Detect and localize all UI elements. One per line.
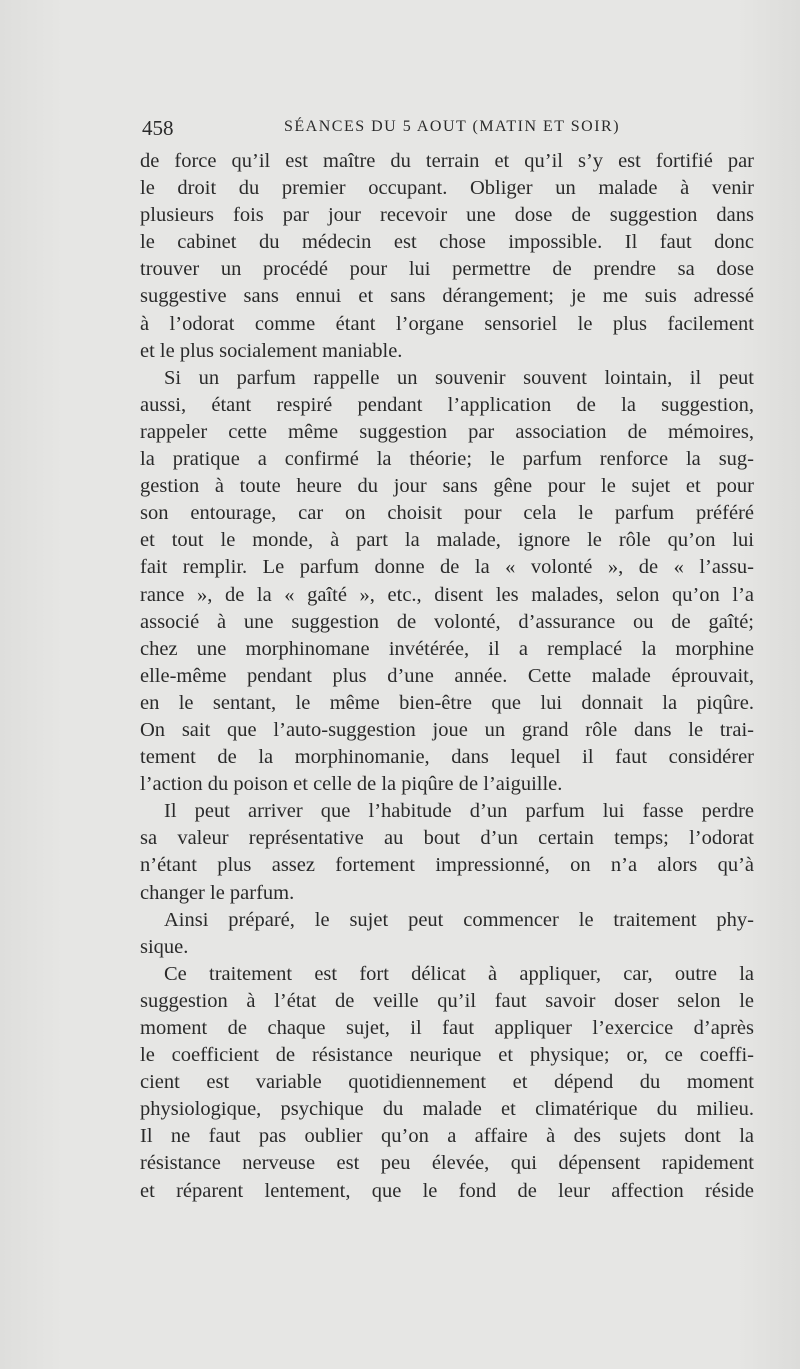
text-line: sique. xyxy=(140,935,189,958)
text-line: l’action du poison et celle de la piqûre de l’aiguille. xyxy=(140,773,563,796)
text-line: chez une morphinomane invétérée, il a remplacé la morphine xyxy=(140,637,754,660)
text-line: et réparent lentement, que le fond de leur affection réside xyxy=(140,1179,754,1202)
text-line: trouver un procédé pour lui permettre de prendre sa dose xyxy=(140,258,754,281)
page-header xyxy=(142,116,754,146)
text-line: rance », de la « gaîté », etc., disent les malades, selon qu’on l’a xyxy=(140,583,754,606)
text-line: aussi, étant respiré pendant l’application de la suggestion, xyxy=(140,393,754,416)
text-line: suggestive sans ennui et sans dérangement; je me suis adressé xyxy=(140,285,754,308)
text-line: le cabinet du médecin est chose impossible. Il faut donc xyxy=(140,231,754,254)
text-line: physiologique, psychique du malade et climatérique du milieu. xyxy=(140,1098,754,1121)
text-line: la pratique a confirmé la théorie; le parfum renforce la sug- xyxy=(140,448,754,471)
text-line: elle-même pendant plus d’une année. Cette malade éprouvait, xyxy=(140,664,754,687)
text-line: n’étant plus assez fortement impressionné, on n’a alors qu’à xyxy=(140,854,754,877)
text-line: moment de chaque sujet, il faut appliquer l’exercice d’après xyxy=(140,1017,754,1039)
text-line: cient est variable quotidiennement et dépend du moment xyxy=(140,1071,754,1094)
text-line: plusieurs fois par jour recevoir une dose de suggestion dans xyxy=(140,204,754,227)
text-line: tement de la morphinomanie, dans lequel il faut considérer xyxy=(140,746,754,769)
text-line: le coefficient de résistance neurique et physique; or, ce coeffi- xyxy=(140,1044,754,1067)
text-line: gestion à toute heure du jour sans gêne pour le sujet et pour xyxy=(140,475,754,498)
text-line: à l’odorat comme étant l’organe sensoriel le plus facilement xyxy=(140,312,754,335)
text-line: résistance nerveuse est peu élevée, qui dépensent rapidement xyxy=(140,1152,754,1175)
text-line: de force qu’il est maître du terrain et qu’il s’y est fortifié par xyxy=(140,150,754,172)
text-line: sa valeur représentative au bout d’un certain temps; l’odorat xyxy=(140,827,754,850)
running-head: SÉANCES DU 5 AOUT (MATIN ET SOIR) xyxy=(284,118,621,135)
text-line: rappeler cette même suggestion par association de mémoires, xyxy=(140,420,754,443)
text-line: Ce traitement est fort délicat à appliquer, car, outre la xyxy=(164,962,754,985)
text-line: et le plus socialement maniable. xyxy=(140,339,403,362)
text-line: On sait que l’auto-suggestion joue un grand rôle dans le trai- xyxy=(140,718,754,741)
text-line: le droit du premier occupant. Obliger un malade à venir xyxy=(140,177,754,200)
text-line: et tout le monde, à part la malade, ignore le rôle qu’on lui xyxy=(140,529,754,552)
text-line: Il peut arriver que l’habitude d’un parfum lui fasse perdre xyxy=(164,800,754,823)
page-number: 458 xyxy=(142,116,174,140)
text-line: changer le parfum. xyxy=(140,881,295,904)
text-line: en le sentant, le même bien-être que lui donnait la piqûre. xyxy=(140,691,754,714)
text-line: Il ne faut pas oublier qu’on a affaire à des sujets dont la xyxy=(140,1125,754,1148)
text-line: suggestion à l’état de veille qu’il faut savoir doser selon le xyxy=(140,989,754,1012)
text-line: son entourage, car on choisit pour cela le parfum préféré xyxy=(140,502,754,525)
text-line: Si un parfum rappelle un souvenir souvent lointain, il peut xyxy=(164,366,754,389)
text-line: Ainsi préparé, le sujet peut commencer le traitement phy- xyxy=(164,908,754,931)
text-line: associé à une suggestion de volonté, d’assurance ou de gaîté; xyxy=(140,610,754,633)
text-line: fait remplir. Le parfum donne de la « volonté », de « l’assu- xyxy=(140,556,754,579)
body-text xyxy=(140,148,754,1205)
